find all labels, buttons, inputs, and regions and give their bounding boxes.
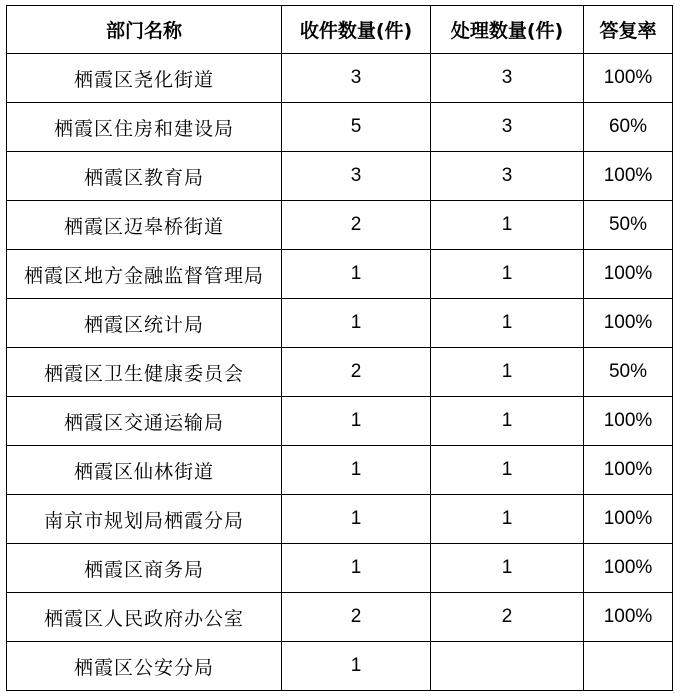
reply-rate-cell: 100% [584, 299, 673, 348]
reply-rate-cell: 50% [584, 201, 673, 250]
handled-count-cell: 1 [431, 544, 584, 593]
department-stats-table [6, 5, 673, 691]
table-header [7, 6, 673, 54]
dept-name-cell: 栖霞区交通运输局 [7, 397, 282, 446]
dept-name-cell: 南京市规划局栖霞分局 [7, 495, 282, 544]
received-count-cell: 1 [282, 299, 431, 348]
handled-count-cell: 1 [431, 348, 584, 397]
header-handled-count: 处理数量(件) [431, 6, 584, 54]
handled-count-cell: 1 [431, 495, 584, 544]
table-row [7, 544, 673, 593]
reply-rate-cell [584, 642, 673, 691]
received-count-cell: 1 [282, 544, 431, 593]
received-count-cell: 1 [282, 397, 431, 446]
table-row [7, 250, 673, 299]
handled-count-cell: 3 [431, 152, 584, 201]
handled-count-cell: 1 [431, 299, 584, 348]
handled-count-cell: 1 [431, 397, 584, 446]
dept-name-cell: 栖霞区卫生健康委员会 [7, 348, 282, 397]
table-body [7, 54, 673, 691]
header-row [7, 6, 673, 54]
reply-rate-cell: 100% [584, 152, 673, 201]
table-row [7, 103, 673, 152]
dept-name-cell: 栖霞区教育局 [7, 152, 282, 201]
table-row [7, 299, 673, 348]
reply-rate-cell: 100% [584, 593, 673, 642]
table-row [7, 446, 673, 495]
handled-count-cell [431, 642, 584, 691]
reply-rate-cell: 100% [584, 495, 673, 544]
reply-rate-cell: 100% [584, 54, 673, 103]
received-count-cell: 2 [282, 593, 431, 642]
header-dept-name: 部门名称 [7, 6, 282, 54]
reply-rate-cell: 100% [584, 544, 673, 593]
dept-name-cell: 栖霞区地方金融监督管理局 [7, 250, 282, 299]
received-count-cell: 1 [282, 250, 431, 299]
table-row [7, 495, 673, 544]
received-count-cell: 2 [282, 201, 431, 250]
dept-name-cell: 栖霞区人民政府办公室 [7, 593, 282, 642]
handled-count-cell: 3 [431, 103, 584, 152]
handled-count-cell: 3 [431, 54, 584, 103]
received-count-cell: 1 [282, 446, 431, 495]
table-row [7, 201, 673, 250]
dept-name-cell: 栖霞区住房和建设局 [7, 103, 282, 152]
reply-rate-cell: 100% [584, 250, 673, 299]
reply-rate-cell: 60% [584, 103, 673, 152]
dept-name-cell: 栖霞区统计局 [7, 299, 282, 348]
handled-count-cell: 1 [431, 250, 584, 299]
table-row [7, 54, 673, 103]
reply-rate-cell: 100% [584, 446, 673, 495]
dept-name-cell: 栖霞区尧化街道 [7, 54, 282, 103]
table-row [7, 642, 673, 691]
handled-count-cell: 1 [431, 446, 584, 495]
table-row [7, 593, 673, 642]
received-count-cell: 1 [282, 642, 431, 691]
header-received-count: 收件数量(件) [282, 6, 431, 54]
dept-name-cell: 栖霞区仙林街道 [7, 446, 282, 495]
table-row [7, 152, 673, 201]
dept-name-cell: 栖霞区公安分局 [7, 642, 282, 691]
received-count-cell: 5 [282, 103, 431, 152]
handled-count-cell: 2 [431, 593, 584, 642]
reply-rate-cell: 100% [584, 397, 673, 446]
dept-name-cell: 栖霞区迈皋桥街道 [7, 201, 282, 250]
table-row [7, 397, 673, 446]
reply-rate-cell: 50% [584, 348, 673, 397]
header-reply-rate: 答复率 [584, 6, 673, 54]
received-count-cell: 3 [282, 54, 431, 103]
received-count-cell: 3 [282, 152, 431, 201]
dept-name-cell: 栖霞区商务局 [7, 544, 282, 593]
handled-count-cell: 1 [431, 201, 584, 250]
received-count-cell: 1 [282, 495, 431, 544]
table-row [7, 348, 673, 397]
received-count-cell: 2 [282, 348, 431, 397]
